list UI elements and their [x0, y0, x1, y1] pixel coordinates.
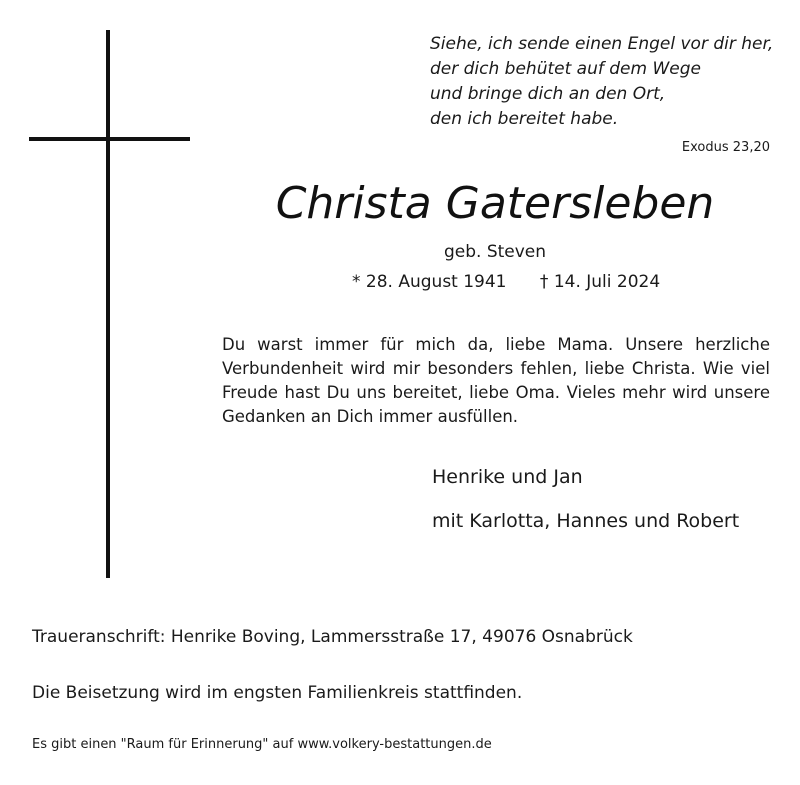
deceased-name: Christa Gatersleben — [275, 178, 715, 229]
burial-note: Die Beisetzung wird im engsten Familienkreis stattfinden. — [32, 683, 523, 703]
signer-line: Henrike und Jan — [432, 466, 583, 488]
cross-vertical-bar — [106, 30, 110, 578]
life-dates — [352, 272, 661, 292]
death-date: † 14. Juli 2024 — [539, 272, 661, 292]
farewell-message: Du warst immer für mich da, liebe Mama. Unsere herzliche Verbundenheit wird mir besonders fehlen, liebe Christa. Wie viel Freude hast Du uns bereitet, liebe Oma. Vieles mehr wird unsere Gedanken an Dich immer ausfüllen. — [222, 335, 770, 426]
memory-website-note: Es gibt einen "Raum für Erinnerung" auf www.volkery-bestattungen.de — [32, 737, 492, 752]
verse-line: Siehe, ich sende einen Engel vor dir her, — [430, 34, 774, 54]
cross-horizontal-bar — [29, 137, 190, 141]
maiden-name: geb. Steven — [443, 242, 547, 262]
verse-reference: Exodus 23,20 — [681, 140, 770, 155]
mourning-address: Traueranschrift: Henrike Boving, Lammersstraße 17, 49076 Osnabrück — [32, 627, 633, 647]
birth-date: * 28. August 1941 — [352, 272, 507, 292]
signer-line: mit Karlotta, Hannes und Robert — [432, 510, 740, 532]
verse-line: den ich bereitet habe. — [430, 109, 619, 129]
verse-line: der dich behütet auf dem Wege — [430, 59, 701, 79]
verse-line: und bringe dich an den Ort, — [430, 84, 666, 104]
bible-verse — [430, 32, 790, 132]
